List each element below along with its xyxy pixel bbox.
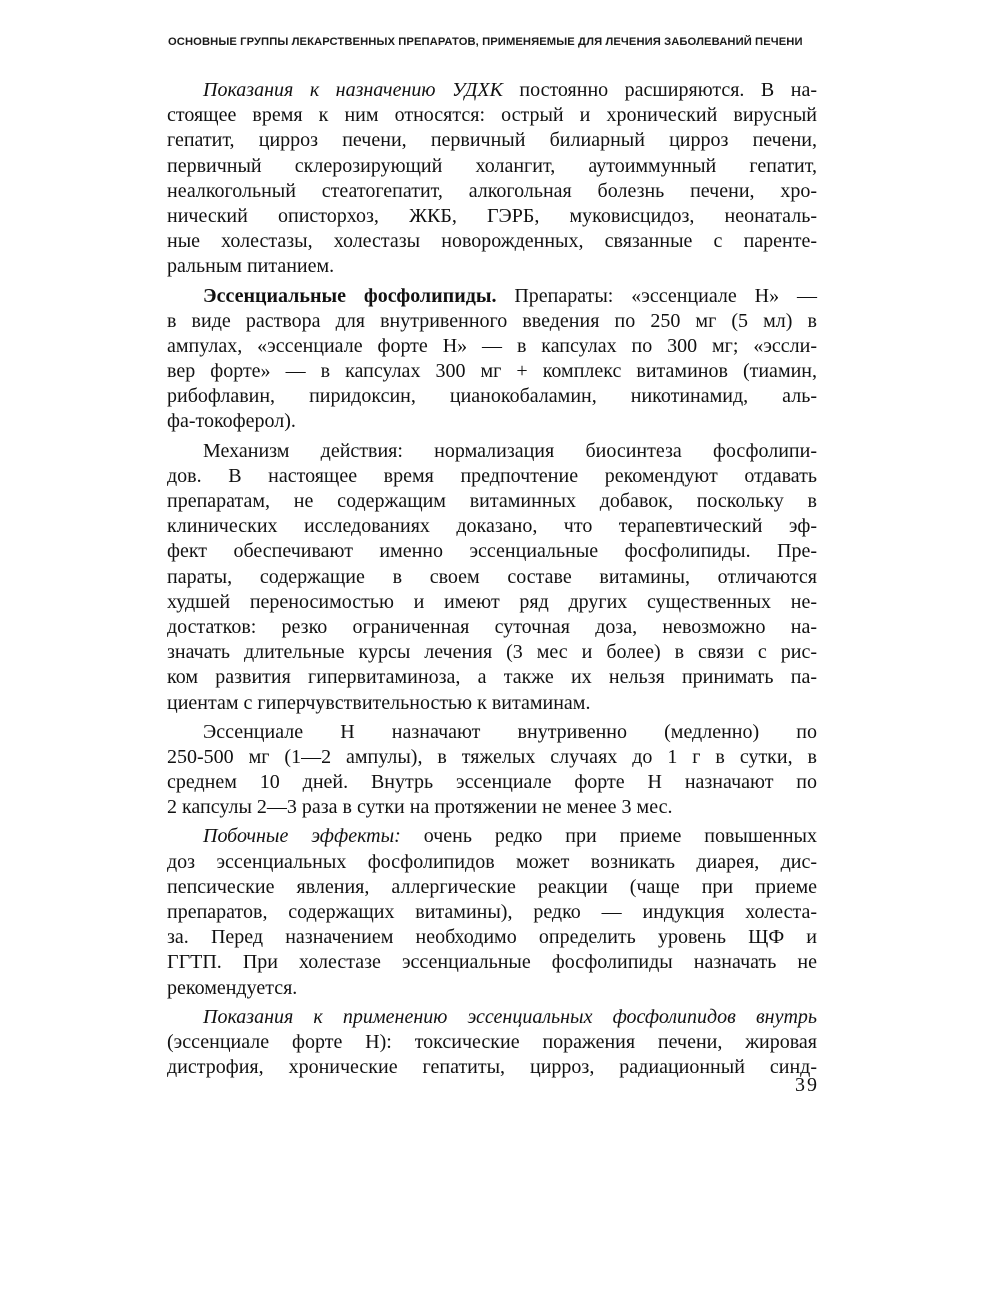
text-line: фект обеспечивают именно эссенциальные фосфолипиды. Пре- [167,540,817,563]
italic-term: Побочные эффекты: [203,825,401,848]
text-line: нический описторхоз, ЖКБ, ГЭРБ, муковисцидоз, неонаталь- [167,204,817,227]
text-line: Показания к назначению УДХК постоянно расширяются. В на- [203,79,818,101]
text-line: среднем 10 дней. Внутрь эссенциале форте Н назначают по [167,771,817,794]
text-line: 2 капсулы 2—3 раза в сутки на протяжении не менее 3 мес. [167,796,673,819]
text-line: (эссенциале форте Н): токсические поражения печени, жировая [167,1030,817,1053]
text-line [167,1005,817,1030]
running-header: ОСНОВНЫЕ ГРУППЫ ЛЕКАРСТВЕННЫХ ПРЕПАРАТОВ, ПРИМЕНЯЕМЫЕ ДЛЯ ЛЕЧЕНИЯ ЗАБОЛЕВАНИЙ ПЕЧЕНИ [168,36,803,48]
text-line: параты, содержащие в своем составе витамины, отличаются [167,565,817,588]
text-line: неалкогольный стеатогепатит, алкогольная болезнь печени, хро- [167,179,817,202]
text-line: ные холестазы, холестазы новорожденных, связанные с паренте- [167,230,817,253]
text-line: пепсические явления, аллергические реакции (чаще при приеме [167,875,817,898]
text-line: циентам с гиперчувствительностью к витаминам. [167,691,591,714]
text-line: ральным питанием. [167,255,335,278]
text-line: дов. В настоящее время предпочтение рекомендуют отдавать [167,464,817,487]
text-line: Механизм действия: нормализация биосинтеза фосфолипи- [203,439,817,462]
paragraph [167,824,817,1000]
text-line: худшей переносимостью и имеют ряд других существенных не- [167,590,817,613]
text-line: рекомендуется. [167,976,298,999]
text-line: в виде раствора для внутривенного введения по 250 мг (5 мл) в [167,309,817,332]
text-line: препаратам, не содержащим витаминных добавок, поскольку в [167,490,817,512]
text-line: Эссенциале Н назначают внутривенно (медленно) по [203,720,817,743]
paragraph [167,720,817,821]
paragraph [167,284,817,435]
text-line: вер форте» — в капсулах 300 мг + комплекс витаминов (тиамин, [167,360,817,383]
text-line: Эссенциальные фосфолипиды. Препараты: «эссенциале Н» — [203,284,817,307]
text-line: ГГТП. При холестазе эссенциальные фосфолипиды назначать не [167,951,817,974]
page-number: 39 [795,1074,819,1096]
paragraph [167,78,817,280]
section-heading: Эссенциальные фосфолипиды. [203,284,497,307]
text-line: препаратов, содержащих витамины), редко — индукция холеста- [167,901,817,923]
text-line: ком развития гипервитаминоза, а также их нельзя принимать па- [167,666,817,689]
italic-term: Показания к назначению УДХК [203,79,503,101]
text-line: рибофлавин, пиридоксин, цианокобаламин, никотинамид, аль- [167,385,817,408]
text-line: Побочные эффекты: очень редко при приеме повышенных [203,825,817,848]
text-line: за. Перед назначением необходимо определить уровень ЩФ и [167,926,817,949]
text-line: достатков: резко ограниченная суточная доза, невозможно на- [167,615,817,638]
text-line: 250-500 мг (1—2 ампулы), в тяжелых случаях до 1 г в сутки, в [167,745,817,768]
paragraph [167,439,817,716]
text-line: фа-токоферол). [167,410,296,433]
text-line: первичный склерозирующий холангит, аутоиммунный гепатит, [167,154,817,177]
body-text [167,78,817,1080]
text-line: стоящее время к ним относятся: острый и хронический вирусный [167,104,817,127]
text-line: ампулах, «эссенциале форте Н» — в капсулах по 300 мг; «эссли- [167,334,817,357]
text-line: дистрофия, хронические гепатиты, цирроз, радиационный синд- [167,1056,817,1079]
text-line: значать длительные курсы лечения (3 мес и более) в связи с рис- [167,641,817,664]
text-line: клинических исследованиях доказано, что терапевтический эф- [167,515,817,538]
italic-term: Показания к применению эссенциальных фосфолипидов внутрь [203,1005,817,1028]
text-line: доз эссенциальных фосфолипидов может возникать диарея, дис- [167,850,817,873]
paragraph [167,1005,817,1081]
text-line: гепатит, цирроз печени, первичный билиарный цирроз печени, [167,129,817,152]
